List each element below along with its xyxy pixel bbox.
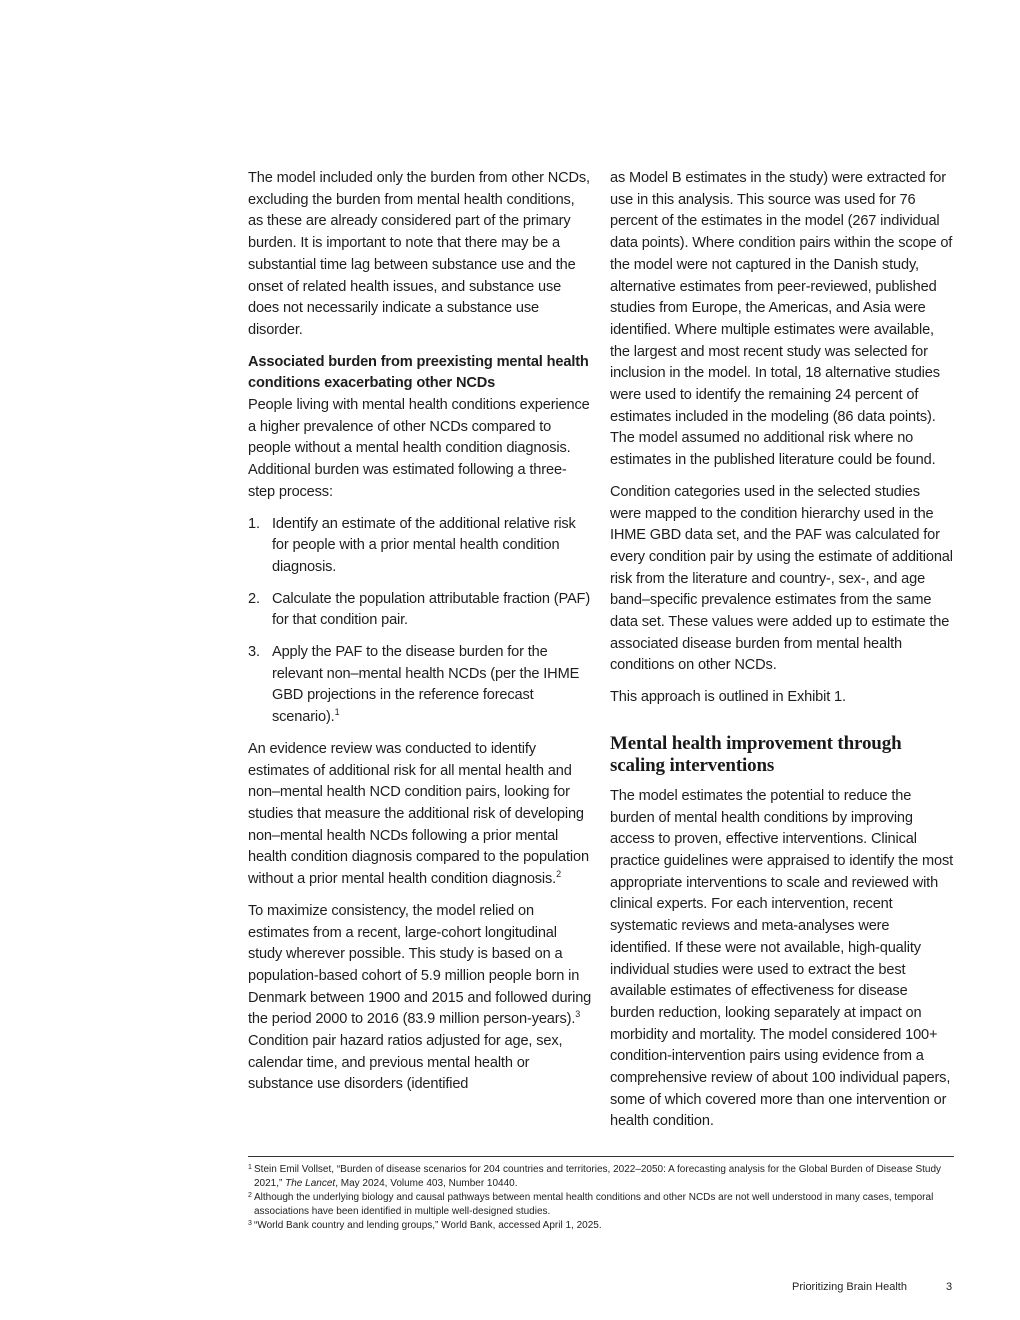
list-item bbox=[248, 642, 592, 729]
footer-title: Prioritizing Brain Health bbox=[792, 1281, 907, 1293]
paragraph: as Model B estimates in the study) were extracted for use in this analysis. This source was used for 76 percent of the estimates in the model (267 individual data points). Where condition pairs within the scope of the model were not captured in the Danish study, alternative estimates from peer-reviewed, published studies from Europe, the Americas, and Asia were identified. Where multiple estimates were available, the largest and most recent study was selected for inclusion in the model. In total, 18 alternative studies were used to identify the remaining 24 percent of estimates included in the modeling (86 data points). The model assumed no additional risk where no estimates in the published literature could be found. bbox=[610, 170, 953, 469]
paragraph: This approach is outlined in Exhibit 1. bbox=[610, 689, 846, 706]
steps-list bbox=[248, 514, 592, 729]
paragraph: To maximize consistency, the model relied on estimates from a recent, large-cohort longitudinal study wherever possible. This study is based on a population-based cohort of 5.9 million people born in Denmark between 1900 and 2015 and followed during the period 2000 to 2016 (83.9 million person-years).$^3$ Condition pair hazard ratios adjusted for age, sex, calendar time, and previous mental health or substance use disorders (identified bbox=[248, 902, 592, 1093]
step-number: 3. bbox=[248, 644, 260, 661]
footnote-mark: 2 bbox=[248, 1192, 252, 1199]
paragraph: The model estimates the potential to reduce the burden of mental health conditions by improving access to proven, effective interventions. Clinical practice guidelines were appraised to identify the most appropriate interventions to scale and reviewed with clinical experts. For each intervention, recent systematic reviews and meta-analyses were identified. If these were not available, high-quality individual studies were used to extract the best available estimates of effectiveness for disease burden reduction, looking separately at impact on morbidity and mortality. The model considered 100+ condition-intervention pairs using evidence from a comprehensive review of about 100 individual papers, some of which covered more than one intervention or health condition. bbox=[610, 787, 954, 1130]
footnote: 3 “World Bank country and lending groups,” World Bank, accessed April 1, 2025. bbox=[248, 1219, 954, 1233]
step-text: Calculate the population attributable fraction (PAF) for that condition pair. bbox=[272, 590, 591, 629]
page-number: 3 bbox=[946, 1281, 953, 1293]
footnote: 2 Although the underlying biology and causal pathways between mental health conditions and other NCDs are not well understood in many cases, temporal associations have been identified in multiple well-designed studies. bbox=[248, 1191, 954, 1219]
footnote: 1 Stein Emil Vollset, “Burden of disease scenarios for 204 countries and territories, 2022–2050: A forecasting analysis for the Global Burden of Disease Study 2021,” The Lancet, May 2024, Volume 403, Number 10440. bbox=[248, 1163, 954, 1191]
step-text: Identify an estimate of the additional relative risk for people with a prior mental health condition diagnosis. bbox=[272, 515, 576, 575]
section-heading: Mental health improvement through scaling interventions bbox=[610, 732, 902, 777]
footnote-mark: 1 bbox=[248, 1164, 252, 1171]
step-number: 2. bbox=[248, 590, 260, 607]
subheading: Associated burden from preexisting mental health conditions exacerbating other NCDs bbox=[248, 353, 589, 392]
footnote-mark: 3 bbox=[248, 1220, 252, 1227]
footnote-ref[interactable]: 2 bbox=[556, 869, 561, 880]
step-number: 1. bbox=[248, 515, 260, 532]
paragraph: The model included only the burden from other NCDs, excluding the burden from mental health conditions, as these are already considered part of the primary burden. It is important to note that there may be a substantial time lag between substance use and the onset of related health issues, and substance use does not necessarily indicate a substance use disorder. bbox=[248, 170, 590, 338]
journal-title: The Lancet bbox=[285, 1178, 336, 1189]
section-block bbox=[248, 352, 592, 504]
step-text: Apply the PAF to the disease burden for the relevant non–mental health NCDs (per the IHME GBD projections in the reference forecast scenario). bbox=[272, 644, 580, 726]
right-column bbox=[610, 168, 954, 1143]
paragraph: Condition categories used in the selected studies were mapped to the condition hierarchy used in the IHME GBD data set, and the PAF was calculated for every condition pair by using the estimate of additional risk from the literature and country-, sex-, and age band–specific prevalence estimates from the same data set. These values were added up to estimate the associated disease burden from mental health conditions on other NCDs. bbox=[610, 483, 953, 674]
list-item bbox=[248, 589, 592, 632]
footnote-ref[interactable]: 3 bbox=[575, 1009, 581, 1020]
paragraph: People living with mental health conditions experience a higher prevalence of other NCDs compared to people without a mental health condition diagnosis. Additional burden was estimated following a three-step process: bbox=[248, 397, 590, 500]
paragraph: An evidence review was conducted to identify estimates of additional risk for all mental health and non–mental health NCD condition pairs, looking for studies that measure the additional risk of developing non–mental health NCDs following a prior mental health condition diagnosis compared to the population without a prior mental health condition diagnosis.$^2$ bbox=[248, 740, 589, 888]
footnote-ref[interactable]: 1 bbox=[334, 707, 340, 718]
footnotes bbox=[248, 1156, 954, 1233]
left-column bbox=[248, 168, 592, 1106]
list-item bbox=[248, 514, 592, 579]
